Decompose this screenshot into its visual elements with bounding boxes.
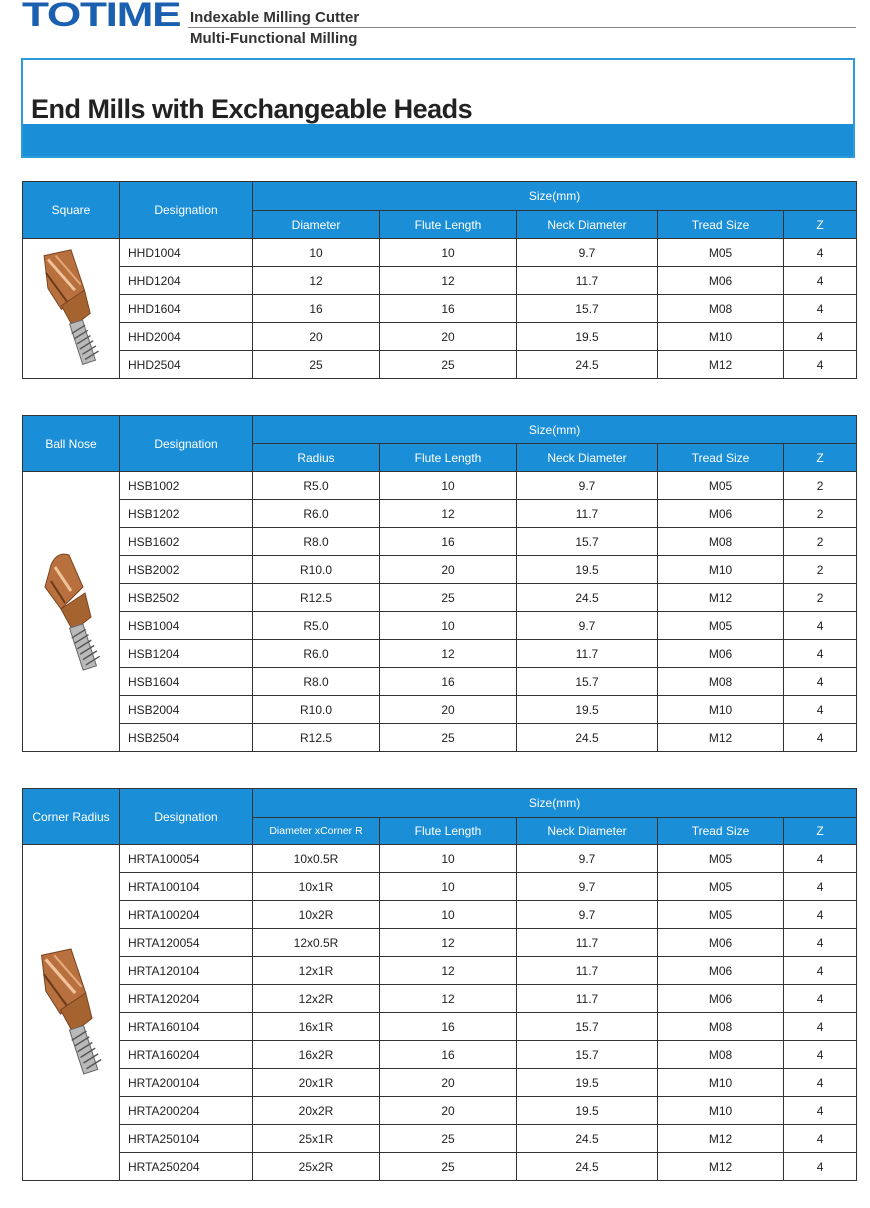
value-cell: 11.7 [517, 985, 658, 1013]
table-row [23, 1069, 857, 1097]
value-cell: 20 [380, 1097, 517, 1125]
value-cell: 25x1R [253, 1125, 380, 1153]
value-cell: R12.5 [253, 724, 380, 752]
product-image-cell [23, 239, 120, 379]
designation-cell: HHD2004 [120, 323, 253, 351]
value-cell: 25x2R [253, 1153, 380, 1181]
value-cell: M06 [658, 640, 784, 668]
table-row [23, 612, 857, 640]
table-row [23, 528, 857, 556]
value-cell: 4 [784, 668, 857, 696]
value-cell: 4 [784, 1097, 857, 1125]
value-cell: 10 [380, 239, 517, 267]
table-row [23, 239, 857, 267]
value-cell: M06 [658, 929, 784, 957]
value-cell: 20 [380, 556, 517, 584]
value-cell: M10 [658, 1069, 784, 1097]
page-header [0, 0, 870, 52]
corner-radius-table [22, 788, 857, 1181]
value-cell: 9.7 [517, 239, 658, 267]
value-cell: 4 [784, 612, 857, 640]
value-cell: R10.0 [253, 696, 380, 724]
value-cell: 16 [253, 295, 380, 323]
table-row [23, 640, 857, 668]
table-row [23, 901, 857, 929]
column-header: Neck Diameter [517, 444, 658, 472]
table-row [23, 556, 857, 584]
column-header: Neck Diameter [517, 818, 658, 845]
value-cell: 10 [380, 873, 517, 901]
value-cell: 9.7 [517, 612, 658, 640]
table-row [23, 929, 857, 957]
designation-cell: HHD2504 [120, 351, 253, 379]
value-cell: 10x0.5R [253, 845, 380, 873]
column-header: Flute Length [380, 444, 517, 472]
value-cell: 10 [253, 239, 380, 267]
ball-nose-table [22, 415, 857, 752]
value-cell: 4 [784, 929, 857, 957]
header-divider [188, 27, 856, 28]
table-row [23, 500, 857, 528]
value-cell: M12 [658, 1125, 784, 1153]
size-header: Size(mm) [253, 182, 857, 211]
value-cell: 4 [784, 845, 857, 873]
column-header: Neck Diameter [517, 211, 658, 239]
column-header: Diameter xCorner R [253, 818, 380, 845]
designation-cell: HSB2502 [120, 584, 253, 612]
value-cell: 16 [380, 528, 517, 556]
designation-cell: HSB2004 [120, 696, 253, 724]
designation-cell: HRTA100054 [120, 845, 253, 873]
column-header: Z [784, 818, 857, 845]
designation-cell: HRTA160204 [120, 1041, 253, 1069]
value-cell: M12 [658, 724, 784, 752]
header-subtitle-2: Multi-Functional Milling [190, 30, 358, 47]
column-header: Radius [253, 444, 380, 472]
value-cell: R6.0 [253, 500, 380, 528]
value-cell: 9.7 [517, 845, 658, 873]
table-row [23, 668, 857, 696]
value-cell: M05 [658, 901, 784, 929]
title-box [21, 58, 855, 158]
column-header: Flute Length [380, 211, 517, 239]
designation-header: Designation [120, 789, 253, 845]
value-cell: 4 [784, 323, 857, 351]
value-cell: 11.7 [517, 957, 658, 985]
value-cell: 12 [380, 929, 517, 957]
table-row [23, 985, 857, 1013]
value-cell: R8.0 [253, 528, 380, 556]
value-cell: 4 [784, 1041, 857, 1069]
value-cell: 16 [380, 1041, 517, 1069]
table-row [23, 1041, 857, 1069]
value-cell: 24.5 [517, 351, 658, 379]
value-cell: 2 [784, 472, 857, 500]
value-cell: 24.5 [517, 584, 658, 612]
value-cell: M06 [658, 500, 784, 528]
table-row [23, 267, 857, 295]
value-cell: M05 [658, 472, 784, 500]
value-cell: 19.5 [517, 696, 658, 724]
value-cell: 19.5 [517, 556, 658, 584]
value-cell: 10 [380, 472, 517, 500]
value-cell: 10 [380, 901, 517, 929]
value-cell: 11.7 [517, 929, 658, 957]
value-cell: M06 [658, 957, 784, 985]
end-mill-head-image [29, 938, 113, 1088]
product-image-cell [23, 472, 120, 752]
designation-cell: HSB1202 [120, 500, 253, 528]
designation-cell: HRTA250204 [120, 1153, 253, 1181]
value-cell: 9.7 [517, 873, 658, 901]
value-cell: 4 [784, 873, 857, 901]
value-cell: 11.7 [517, 640, 658, 668]
value-cell: 25 [253, 351, 380, 379]
value-cell: 2 [784, 584, 857, 612]
table-row [23, 1125, 857, 1153]
type-header: Square [23, 182, 120, 239]
table-row [23, 584, 857, 612]
value-cell: 25 [380, 1125, 517, 1153]
value-cell: 4 [784, 985, 857, 1013]
value-cell: 12x2R [253, 985, 380, 1013]
value-cell: 16x2R [253, 1041, 380, 1069]
column-header: Tread Size [658, 211, 784, 239]
designation-header: Designation [120, 416, 253, 472]
type-header: Corner Radius [23, 789, 120, 845]
value-cell: 2 [784, 500, 857, 528]
end-mill-head-image [31, 246, 111, 371]
value-cell: 4 [784, 239, 857, 267]
value-cell: 4 [784, 901, 857, 929]
value-cell: 15.7 [517, 295, 658, 323]
value-cell: 19.5 [517, 323, 658, 351]
value-cell: 24.5 [517, 724, 658, 752]
square-table [22, 181, 857, 379]
designation-cell: HHD1204 [120, 267, 253, 295]
table-row [23, 696, 857, 724]
value-cell: M12 [658, 584, 784, 612]
value-cell: 4 [784, 724, 857, 752]
value-cell: 16 [380, 1013, 517, 1041]
column-header: Tread Size [658, 444, 784, 472]
column-header: Z [784, 211, 857, 239]
size-header: Size(mm) [253, 416, 857, 444]
size-header: Size(mm) [253, 789, 857, 818]
designation-cell: HRTA200104 [120, 1069, 253, 1097]
value-cell: 15.7 [517, 528, 658, 556]
value-cell: M10 [658, 696, 784, 724]
value-cell: 4 [784, 351, 857, 379]
value-cell: 16 [380, 668, 517, 696]
value-cell: 4 [784, 696, 857, 724]
value-cell: 25 [380, 724, 517, 752]
value-cell: M08 [658, 1013, 784, 1041]
value-cell: 25 [380, 351, 517, 379]
value-cell: 10x1R [253, 873, 380, 901]
value-cell: 24.5 [517, 1153, 658, 1181]
value-cell: R10.0 [253, 556, 380, 584]
value-cell: R5.0 [253, 612, 380, 640]
value-cell: 19.5 [517, 1097, 658, 1125]
value-cell: M08 [658, 668, 784, 696]
value-cell: 4 [784, 957, 857, 985]
table-row [23, 323, 857, 351]
designation-cell: HRTA100204 [120, 901, 253, 929]
designation-header: Designation [120, 182, 253, 239]
table-row [23, 873, 857, 901]
designation-cell: HSB1204 [120, 640, 253, 668]
designation-cell: HRTA120204 [120, 985, 253, 1013]
designation-cell: HHD1004 [120, 239, 253, 267]
value-cell: 12 [380, 957, 517, 985]
column-header: Z [784, 444, 857, 472]
value-cell: 19.5 [517, 1069, 658, 1097]
value-cell: M10 [658, 1097, 784, 1125]
value-cell: 12 [380, 640, 517, 668]
type-header: Ball Nose [23, 416, 120, 472]
table-row [23, 957, 857, 985]
table-row [23, 724, 857, 752]
table-row [23, 351, 857, 379]
value-cell: 15.7 [517, 1041, 658, 1069]
header-subtitle-1: Indexable Milling Cutter [190, 9, 360, 26]
value-cell: 20 [253, 323, 380, 351]
value-cell: 24.5 [517, 1125, 658, 1153]
value-cell: M10 [658, 323, 784, 351]
product-image-cell [23, 845, 120, 1181]
value-cell: M05 [658, 845, 784, 873]
column-header: Flute Length [380, 818, 517, 845]
designation-cell: HSB1602 [120, 528, 253, 556]
table-row [23, 295, 857, 323]
value-cell: 9.7 [517, 472, 658, 500]
value-cell: 10x2R [253, 901, 380, 929]
value-cell: M06 [658, 267, 784, 295]
table-row [23, 845, 857, 873]
value-cell: 20 [380, 1069, 517, 1097]
value-cell: 12 [380, 267, 517, 295]
table-row [23, 1153, 857, 1181]
value-cell: 10 [380, 845, 517, 873]
value-cell: 11.7 [517, 267, 658, 295]
brand-logo: TOTIME [22, 0, 181, 34]
value-cell: R6.0 [253, 640, 380, 668]
value-cell: 4 [784, 1069, 857, 1097]
value-cell: 20 [380, 696, 517, 724]
table-row [23, 1097, 857, 1125]
value-cell: M12 [658, 1153, 784, 1181]
table-row [23, 472, 857, 500]
value-cell: 9.7 [517, 901, 658, 929]
value-cell: 12 [380, 500, 517, 528]
value-cell: M05 [658, 239, 784, 267]
value-cell: 12 [253, 267, 380, 295]
designation-cell: HRTA250104 [120, 1125, 253, 1153]
value-cell: 4 [784, 295, 857, 323]
value-cell: M08 [658, 295, 784, 323]
value-cell: 20x2R [253, 1097, 380, 1125]
column-header: Tread Size [658, 818, 784, 845]
value-cell: 4 [784, 1153, 857, 1181]
designation-cell: HRTA120104 [120, 957, 253, 985]
value-cell: 20 [380, 323, 517, 351]
value-cell: 25 [380, 1153, 517, 1181]
value-cell: 10 [380, 612, 517, 640]
value-cell: 4 [784, 1013, 857, 1041]
value-cell: M06 [658, 985, 784, 1013]
value-cell: 25 [380, 584, 517, 612]
value-cell: M12 [658, 351, 784, 379]
designation-cell: HSB2002 [120, 556, 253, 584]
value-cell: 15.7 [517, 1013, 658, 1041]
designation-cell: HSB1604 [120, 668, 253, 696]
value-cell: M08 [658, 528, 784, 556]
designation-cell: HRTA120054 [120, 929, 253, 957]
value-cell: 16x1R [253, 1013, 380, 1041]
value-cell: M05 [658, 873, 784, 901]
page-title: End Mills with Exchangeable Heads [31, 94, 473, 124]
title-band [23, 124, 853, 156]
value-cell: 11.7 [517, 500, 658, 528]
designation-cell: HHD1604 [120, 295, 253, 323]
column-header: Diameter [253, 211, 380, 239]
value-cell: R8.0 [253, 668, 380, 696]
designation-cell: HRTA200204 [120, 1097, 253, 1125]
value-cell: 12x1R [253, 957, 380, 985]
designation-cell: HSB1002 [120, 472, 253, 500]
value-cell: 4 [784, 1125, 857, 1153]
value-cell: 12x0.5R [253, 929, 380, 957]
value-cell: 15.7 [517, 668, 658, 696]
value-cell: M08 [658, 1041, 784, 1069]
value-cell: 20x1R [253, 1069, 380, 1097]
value-cell: 4 [784, 640, 857, 668]
value-cell: R5.0 [253, 472, 380, 500]
value-cell: 4 [784, 267, 857, 295]
value-cell: M10 [658, 556, 784, 584]
value-cell: 2 [784, 528, 857, 556]
designation-cell: HSB1004 [120, 612, 253, 640]
value-cell: 12 [380, 985, 517, 1013]
value-cell: M05 [658, 612, 784, 640]
value-cell: 16 [380, 295, 517, 323]
designation-cell: HRTA160104 [120, 1013, 253, 1041]
value-cell: R12.5 [253, 584, 380, 612]
value-cell: 2 [784, 556, 857, 584]
table-row [23, 1013, 857, 1041]
end-mill-head-image [31, 542, 111, 682]
designation-cell: HRTA100104 [120, 873, 253, 901]
designation-cell: HSB2504 [120, 724, 253, 752]
